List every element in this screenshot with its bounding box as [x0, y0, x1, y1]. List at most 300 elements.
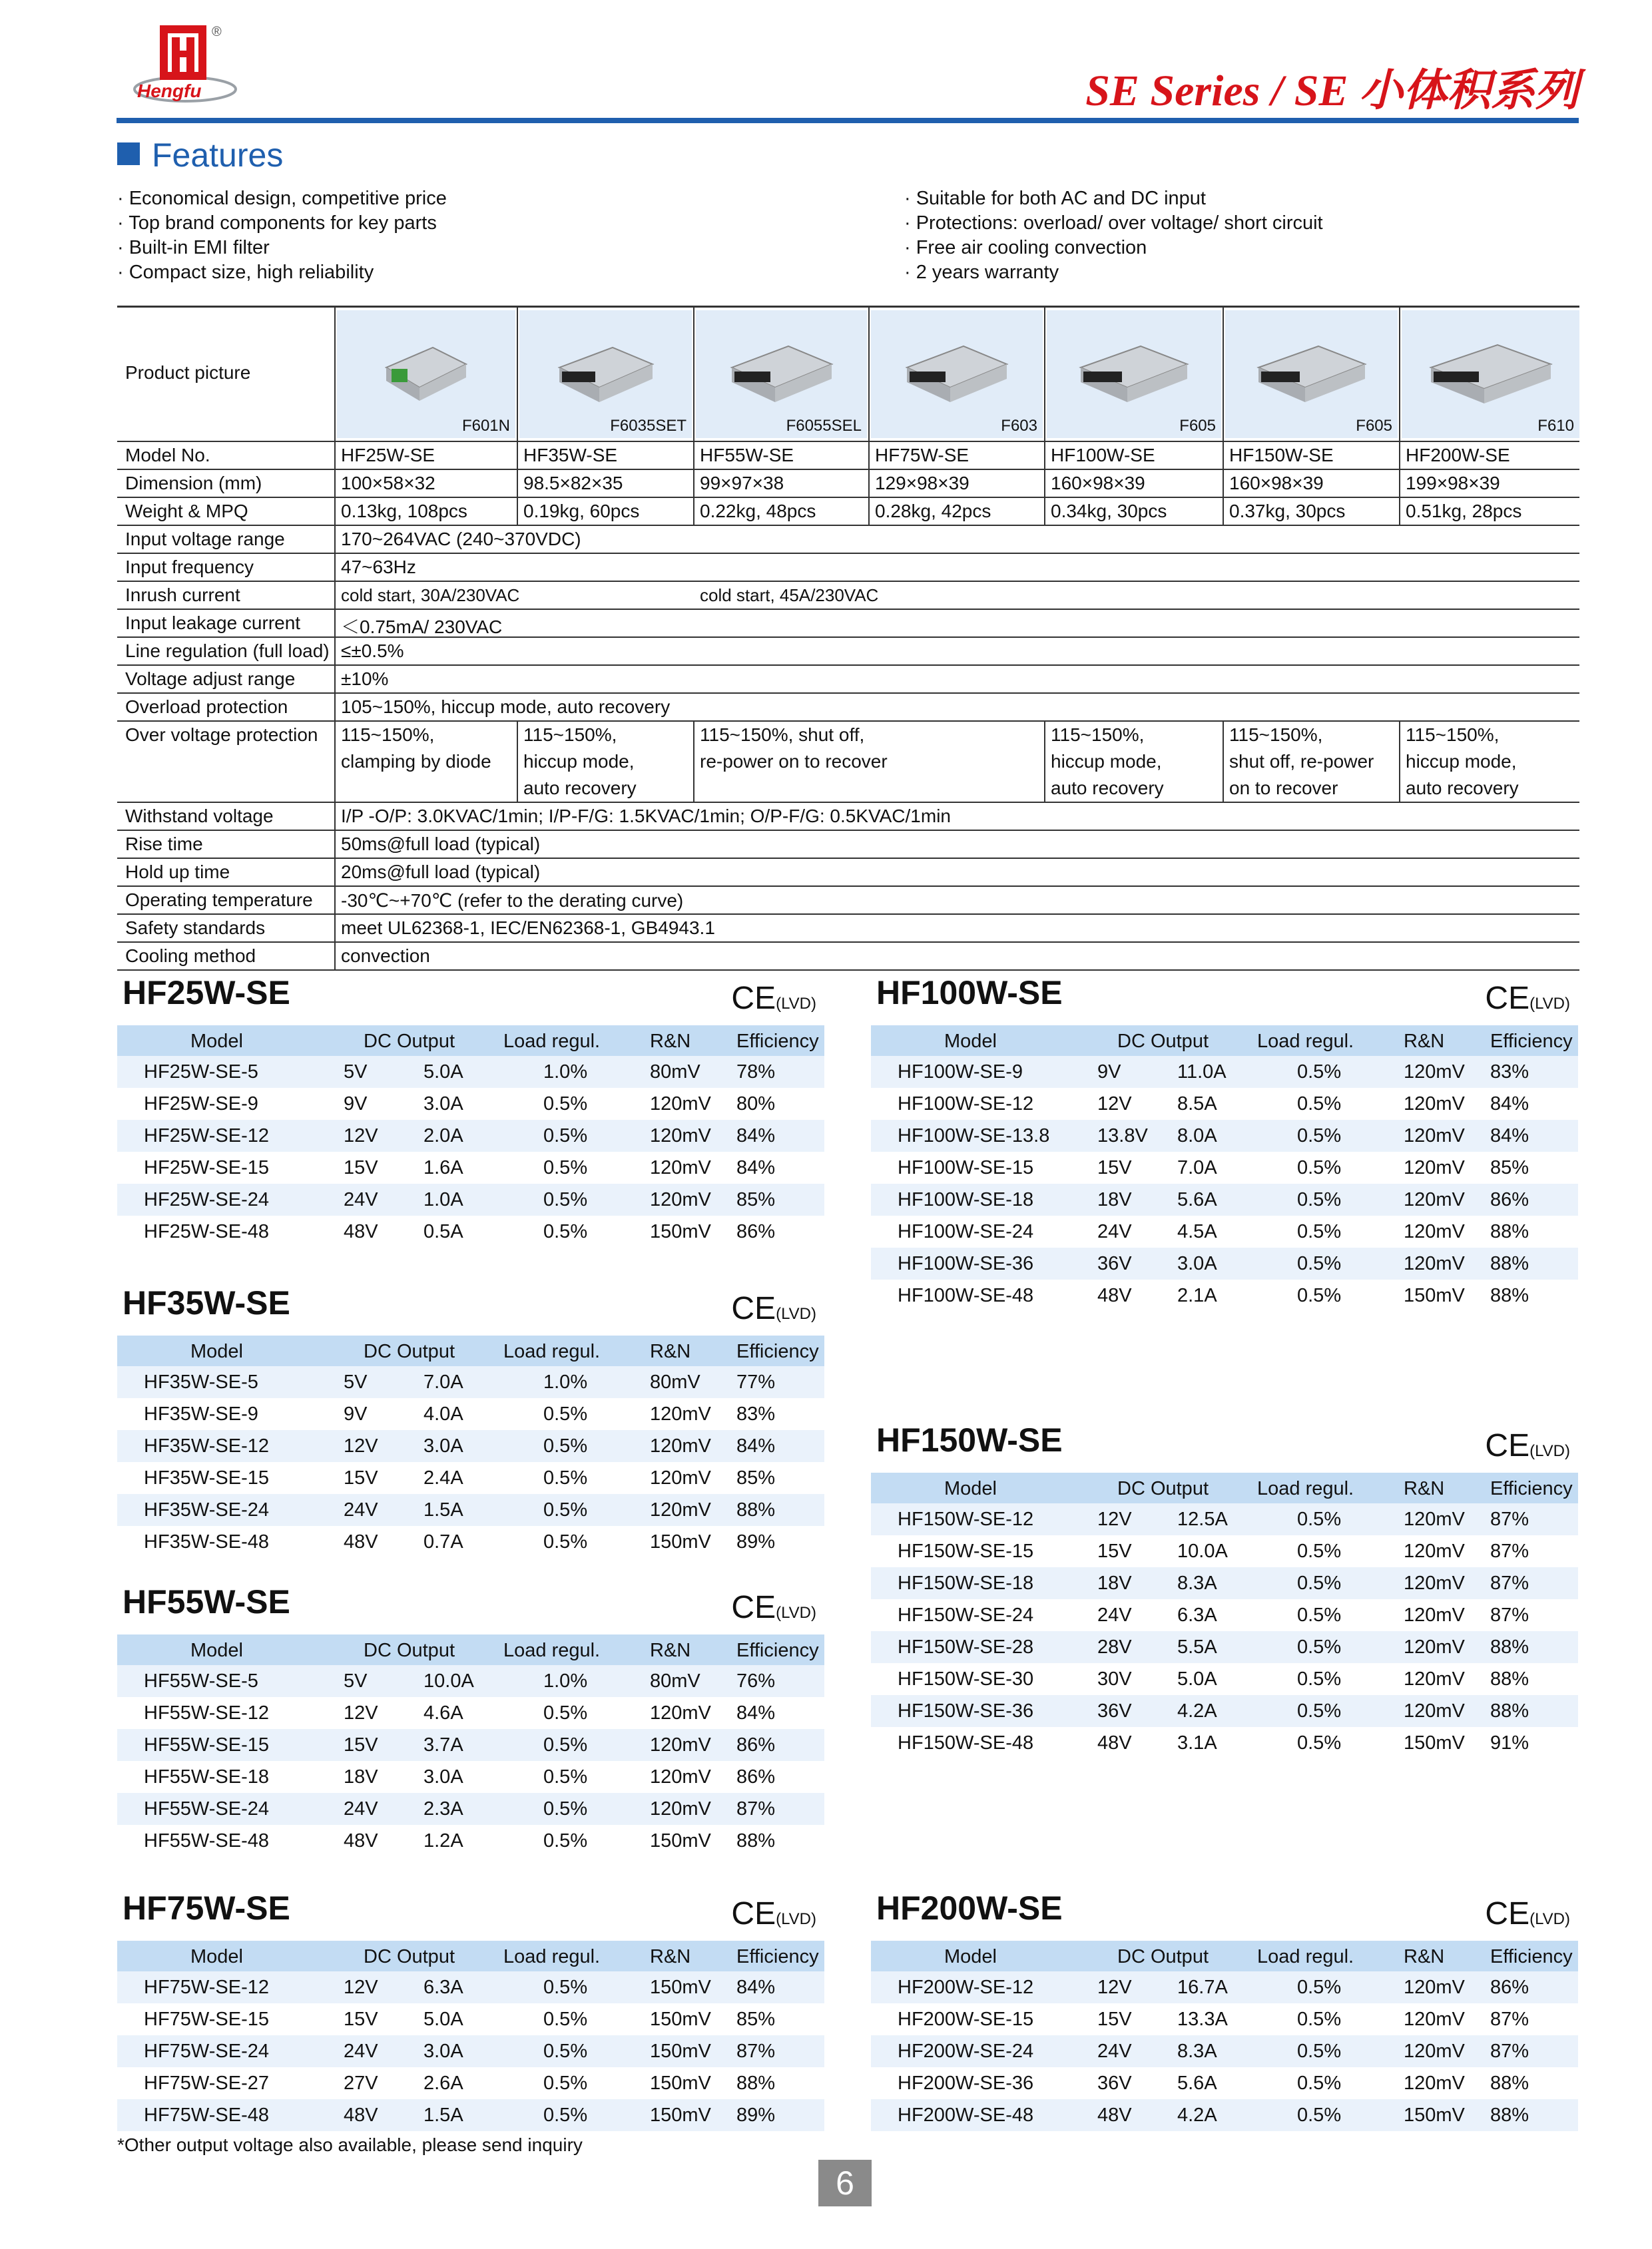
table-cell: 88%: [736, 1830, 776, 1852]
table-cell: 36V: [1097, 1700, 1132, 1722]
table-row: [117, 2067, 824, 2099]
table-cell: 120mV: [1404, 1509, 1465, 1530]
table-cell: 3.7A: [423, 1734, 463, 1756]
table-cell: HF100W-SE-48: [898, 1285, 1034, 1306]
table-cell: HF150W-SE-15: [898, 1541, 1034, 1562]
table-title: HF100W-SE: [876, 974, 1063, 1011]
hengfu-logo: [133, 20, 266, 107]
spec-cell: 160×98×39: [1229, 473, 1324, 493]
spec-label: Product picture: [125, 362, 251, 383]
table-row: [871, 2067, 1578, 2099]
product-photo: [696, 310, 867, 438]
table-cell: 88%: [1490, 1253, 1529, 1274]
page-number: 6: [818, 2160, 872, 2206]
table-cell: 0.5%: [1297, 1636, 1342, 1658]
table-cell: HF100W-SE-12: [898, 1093, 1034, 1115]
table-cell: 6.3A: [423, 1977, 463, 1998]
table-cell: 87%: [1490, 1541, 1529, 1562]
table-cell: 85%: [1490, 1157, 1529, 1178]
spec-cell: 115~150%,: [1229, 724, 1323, 745]
header-efficiency: Efficiency: [736, 1640, 819, 1661]
power-supply-image: [1424, 328, 1557, 411]
header-model: Model: [944, 1478, 997, 1499]
spec-label: Dimension (mm): [125, 473, 262, 493]
ce-mark-icon: [1485, 980, 1570, 1017]
spec-cell: auto recovery: [523, 778, 637, 798]
table-cell: 36V: [1097, 1253, 1132, 1274]
product-photo: [1047, 310, 1221, 438]
table-cell: HF150W-SE-18: [898, 1573, 1034, 1594]
header-load-regul: Load regul.: [503, 1946, 601, 1967]
table-cell: 0.5%: [543, 1093, 588, 1115]
table-cell: 15V: [344, 1157, 378, 1178]
header-efficiency: Efficiency: [736, 1341, 819, 1362]
table-cell: 0.5%: [543, 1221, 588, 1242]
table-cell: 120mV: [1404, 2073, 1465, 2094]
table-cell: 9V: [1097, 1061, 1121, 1083]
table-cell: 87%: [736, 2041, 776, 2062]
table-row: [117, 2099, 824, 2131]
table-cell: 9V: [344, 1093, 368, 1115]
table-cell: 12V: [1097, 1977, 1132, 1998]
spec-cell: HF200W-SE: [1406, 445, 1510, 465]
spec-cell: -30℃~+70℃ (refer to the derating curve): [341, 890, 684, 911]
table-cell: 0.5%: [543, 2105, 588, 2126]
table-cell: 86%: [1490, 1189, 1529, 1210]
table-cell: HF25W-SE-48: [144, 1221, 270, 1242]
spec-cell: HF55W-SE: [700, 445, 794, 465]
spec-cell: HF100W-SE: [1051, 445, 1155, 465]
table-row: [117, 1793, 824, 1825]
table-cell: 89%: [736, 1531, 776, 1553]
table-cell: 1.5A: [423, 2105, 463, 2126]
table-cell: 3.0A: [423, 2041, 463, 2062]
table-cell: HF55W-SE-24: [144, 1798, 270, 1820]
header-dc-output: DC Output: [364, 1946, 455, 1967]
table-cell: 80mV: [650, 1372, 700, 1393]
table-cell: 0.5%: [1297, 2073, 1342, 2094]
table-cell: 18V: [344, 1766, 378, 1788]
table-cell: 48V: [344, 1221, 378, 1242]
table-cell: HF100W-SE-13.8: [898, 1125, 1050, 1146]
footnote: *Other output voltage also available, please send inquiry: [117, 2134, 583, 2155]
table-cell: 88%: [1490, 1636, 1529, 1658]
spec-cell: auto recovery: [1051, 778, 1164, 798]
spec-cell: ≤±0.5%: [341, 640, 404, 661]
table-title: HF55W-SE: [123, 1583, 290, 1621]
table-cell: 2.1A: [1177, 1285, 1217, 1306]
spec-cell: shut off, re-power: [1229, 751, 1374, 772]
table-cell: HF150W-SE-30: [898, 1668, 1034, 1690]
table-cell: HF75W-SE-24: [144, 2041, 270, 2062]
table-cell: 24V: [1097, 2041, 1132, 2062]
table-cell: HF55W-SE-18: [144, 1766, 270, 1788]
table-cell: 5V: [344, 1670, 368, 1692]
table-cell: 10.0A: [1177, 1541, 1228, 1562]
table-cell: 120mV: [650, 1189, 711, 1210]
table-row: [871, 2099, 1578, 2131]
table-cell: 1.0%: [543, 1670, 588, 1692]
spec-row-leakage: [117, 609, 1579, 636]
spec-cell: HF25W-SE: [341, 445, 435, 465]
ce-mark: CE: [731, 1896, 776, 1931]
table-cell: 120mV: [650, 1093, 711, 1115]
table-cell: 80%: [736, 1093, 776, 1115]
ce-mark: CE: [1485, 1428, 1530, 1463]
table-row: [117, 2035, 824, 2067]
table-cell: 30V: [1097, 1668, 1132, 1690]
table-cell: 13.8V: [1097, 1125, 1148, 1146]
table-cell: 3.1A: [1177, 1732, 1217, 1754]
table-cell: 0.5%: [543, 1734, 588, 1756]
table-cell: 87%: [1490, 2009, 1529, 2030]
spec-cell: 115~150%,: [1051, 724, 1145, 745]
table-row: [871, 2035, 1578, 2067]
table-cell: 0.5%: [1297, 1221, 1342, 1242]
table-row: [871, 1216, 1578, 1248]
spec-cell: 160×98×39: [1051, 473, 1145, 493]
table-cell: 120mV: [1404, 1573, 1465, 1594]
ce-mark-icon: [731, 1589, 816, 1626]
table-cell: 87%: [736, 1798, 776, 1820]
table-cell: 0.5%: [543, 1467, 588, 1489]
table-cell: 5.0A: [423, 1061, 463, 1083]
table-cell: 0.5%: [1297, 1157, 1342, 1178]
table-cell: HF75W-SE-12: [144, 1977, 270, 1998]
table-header: [117, 1025, 824, 1056]
spec-row-hold-up: [117, 858, 1579, 885]
table-cell: 0.7A: [423, 1531, 463, 1553]
header-rn: R&N: [650, 1640, 691, 1661]
spec-row-temperature: [117, 885, 1579, 913]
spec-cell: 0.13kg, 108pcs: [341, 501, 467, 521]
table-cell: 27V: [344, 2073, 378, 2094]
spec-cell: 99×97×38: [700, 473, 784, 493]
ce-note: (LVD): [776, 1910, 816, 1928]
product-code: F610: [1537, 417, 1574, 435]
table-cell: 84%: [736, 1157, 776, 1178]
table-cell: 18V: [1097, 1573, 1132, 1594]
header-rn: R&N: [650, 1031, 691, 1052]
table-cell: 150mV: [650, 1221, 711, 1242]
table-row: [871, 1695, 1578, 1727]
header-dc-output: DC Output: [364, 1031, 455, 1052]
table-row: [117, 1152, 824, 1184]
spec-cell: 0.34kg, 30pcs: [1051, 501, 1167, 521]
ce-mark: CE: [731, 1291, 776, 1326]
table-cell: HF200W-SE-36: [898, 2073, 1034, 2094]
table-cell: 0.5%: [543, 1189, 588, 1210]
table-cell: 0.5%: [543, 1798, 588, 1820]
ce-mark-icon: [731, 980, 816, 1017]
spec-label: Overload protection: [125, 696, 288, 717]
table-cell: 84%: [736, 1977, 776, 1998]
table-cell: 88%: [1490, 1668, 1529, 1690]
table-cell: 84%: [1490, 1125, 1529, 1146]
spec-cell: 0.22kg, 48pcs: [700, 501, 816, 521]
product-code: F605: [1356, 417, 1392, 435]
table-cell: 3.0A: [423, 1093, 463, 1115]
table-cell: 12V: [344, 1125, 378, 1146]
table-cell: 88%: [1490, 1285, 1529, 1306]
table-row: [871, 1971, 1578, 2003]
table-cell: 120mV: [650, 1403, 711, 1425]
table-title: HF75W-SE: [123, 1889, 290, 1927]
table-cell: HF150W-SE-28: [898, 1636, 1034, 1658]
table-cell: 0.5%: [543, 2041, 588, 2062]
power-supply-image: [725, 328, 838, 411]
table-cell: 0.5%: [1297, 1125, 1342, 1146]
table-cell: 7.0A: [423, 1372, 463, 1393]
header-rn: R&N: [650, 1946, 691, 1967]
table-cell: 0.5%: [543, 1125, 588, 1146]
spec-label: Line regulation (full load): [125, 640, 330, 661]
table-cell: 120mV: [1404, 1700, 1465, 1722]
table-cell: HF35W-SE-48: [144, 1531, 270, 1553]
spec-cell: hiccup mode,: [1051, 751, 1162, 772]
spec-label: Over voltage protection: [125, 724, 318, 745]
spec-cell: 170~264VAC (240~370VDC): [341, 529, 581, 549]
table-cell: 8.3A: [1177, 1573, 1217, 1594]
spec-label: Input voltage range: [125, 529, 285, 549]
table-cell: 24V: [344, 1189, 378, 1210]
ce-mark-icon: [731, 1895, 816, 1932]
table-cell: 150mV: [1404, 1732, 1465, 1754]
table-cell: HF35W-SE-15: [144, 1467, 270, 1489]
spec-cell: HF75W-SE: [875, 445, 969, 465]
spec-cell: 98.5×82×35: [523, 473, 623, 493]
header-divider: [117, 118, 1579, 123]
spec-cell: ＜0.75mA/ 230VAC: [341, 617, 503, 637]
table-cell: 0.5%: [1297, 1668, 1342, 1690]
table-cell: 4.0A: [423, 1403, 463, 1425]
header-efficiency: Efficiency: [1490, 1031, 1573, 1052]
product-code: F601N: [461, 417, 510, 435]
table-cell: 12V: [344, 1702, 378, 1724]
ce-mark-icon: [1485, 1427, 1570, 1464]
table-cell: 1.2A: [423, 1830, 463, 1852]
table-row: [117, 1729, 824, 1761]
table-cell: 150mV: [1404, 1285, 1465, 1306]
table-cell: 48V: [344, 1830, 378, 1852]
table-cell: 1.0A: [423, 1189, 463, 1210]
table-cell: 0.5%: [1297, 1189, 1342, 1210]
spec-row-picture: [117, 306, 1579, 441]
table-cell: HF100W-SE-9: [898, 1061, 1023, 1083]
table-cell: HF25W-SE-5: [144, 1061, 258, 1083]
spec-row-model: [117, 441, 1579, 469]
table-cell: 0.5%: [543, 1157, 588, 1178]
spec-label: Withstand voltage: [125, 806, 274, 826]
table-cell: HF25W-SE-24: [144, 1189, 270, 1210]
table-cell: 3.0A: [423, 1766, 463, 1788]
table-cell: 120mV: [650, 1125, 711, 1146]
table-cell: HF150W-SE-36: [898, 1700, 1034, 1722]
header-rn: R&N: [650, 1341, 691, 1362]
table-cell: 4.6A: [423, 1702, 463, 1724]
product-photo: [871, 310, 1043, 438]
header-load-regul: Load regul.: [1257, 1946, 1354, 1967]
header-dc-output: DC Output: [1117, 1946, 1209, 1967]
product-photo: [1402, 310, 1579, 438]
specification-table: [117, 306, 1579, 971]
table-cell: 86%: [736, 1221, 776, 1242]
table-cell: 15V: [1097, 1541, 1132, 1562]
table-cell: 120mV: [1404, 1157, 1465, 1178]
spec-row-cooling: [117, 941, 1579, 971]
spec-row-dimension: [117, 469, 1579, 497]
table-cell: 5V: [344, 1372, 368, 1393]
table-cell: 36V: [1097, 2073, 1132, 2094]
table-cell: HF200W-SE-24: [898, 2041, 1034, 2062]
header-load-regul: Load regul.: [503, 1640, 601, 1661]
table-cell: 85%: [736, 1189, 776, 1210]
table-header: [871, 1941, 1578, 1971]
table-cell: 13.3A: [1177, 2009, 1228, 2030]
table-row: [871, 1663, 1578, 1695]
table-cell: 80mV: [650, 1670, 700, 1692]
spec-row-rise-time: [117, 830, 1579, 858]
table-cell: 0.5%: [1297, 1253, 1342, 1274]
table-row: [871, 1184, 1578, 1216]
table-cell: 2.4A: [423, 1467, 463, 1489]
spec-cell: re-power on to recover: [700, 751, 888, 772]
table-row: [871, 1503, 1578, 1535]
product-photo: [519, 310, 692, 438]
power-supply-image: [1074, 328, 1194, 411]
spec-label: Safety standards: [125, 917, 266, 938]
table-cell: 76%: [736, 1670, 776, 1692]
spec-row-inrush: [117, 581, 1579, 609]
spec-label: Input leakage current: [125, 613, 301, 633]
table-cell: 77%: [736, 1372, 776, 1393]
table-row: [117, 1056, 824, 1088]
table-cell: 24V: [1097, 1221, 1132, 1242]
spec-label: Voltage adjust range: [125, 668, 296, 689]
feature-item: · Free air cooling convection: [904, 237, 1147, 258]
table-cell: 16.7A: [1177, 1977, 1228, 1998]
table-cell: 88%: [1490, 2073, 1529, 2094]
table-cell: HF150W-SE-24: [898, 1605, 1034, 1626]
table-cell: 120mV: [1404, 1541, 1465, 1562]
power-supply-image: [380, 328, 473, 411]
table-row: [117, 1761, 824, 1793]
table-cell: 4.2A: [1177, 1700, 1217, 1722]
spec-row-withstand: [117, 802, 1579, 830]
table-cell: 120mV: [1404, 1977, 1465, 1998]
table-cell: 3.0A: [423, 1435, 463, 1457]
table-cell: 80mV: [650, 1061, 700, 1083]
table-header: [117, 1336, 824, 1366]
table-cell: 0.5%: [543, 2009, 588, 2030]
spec-label: Input frequency: [125, 557, 254, 577]
table-cell: 0.5%: [543, 1830, 588, 1852]
table-cell: 83%: [1490, 1061, 1529, 1083]
table-cell: 120mV: [650, 1157, 711, 1178]
spec-row-overload: [117, 692, 1579, 720]
table-cell: HF75W-SE-48: [144, 2105, 270, 2126]
table-cell: HF35W-SE-9: [144, 1403, 258, 1425]
product-code: F605: [1179, 417, 1216, 435]
table-cell: HF55W-SE-12: [144, 1702, 270, 1724]
feature-item: · Built-in EMI filter: [117, 237, 270, 258]
header-model: Model: [944, 1031, 997, 1052]
ce-mark: CE: [1485, 1896, 1530, 1931]
spec-cell: 199×98×39: [1406, 473, 1500, 493]
table-row: [871, 1120, 1578, 1152]
spec-cell: meet UL62368-1, IEC/EN62368-1, GB4943.1: [341, 917, 715, 938]
table-row: [117, 1825, 824, 1857]
spec-cell: 0.28kg, 42pcs: [875, 501, 991, 521]
table-cell: 120mV: [1404, 1061, 1465, 1083]
table-cell: 48V: [344, 2105, 378, 2126]
table-cell: 1.6A: [423, 1157, 463, 1178]
table-cell: 150mV: [1404, 2105, 1465, 2126]
table-cell: 7.0A: [1177, 1157, 1217, 1178]
table-cell: 12V: [344, 1435, 378, 1457]
spec-row-over-voltage: [117, 720, 1579, 802]
header-efficiency: Efficiency: [1490, 1478, 1573, 1499]
spec-cell: 100×58×32: [341, 473, 435, 493]
power-supply-image: [1252, 328, 1372, 411]
spec-row-weight: [117, 497, 1579, 525]
ce-mark: CE: [1485, 981, 1530, 1016]
table-cell: 88%: [1490, 2105, 1529, 2126]
header-rn: R&N: [1404, 1031, 1445, 1052]
table-cell: 15V: [1097, 1157, 1132, 1178]
table-row: [117, 1398, 824, 1430]
table-cell: 150mV: [650, 2009, 711, 2030]
header-efficiency: Efficiency: [736, 1946, 819, 1967]
spec-cell: 115~150%,: [1406, 724, 1500, 745]
header-efficiency: Efficiency: [736, 1031, 819, 1052]
table-row: [117, 1665, 824, 1697]
table-cell: 12V: [1097, 1509, 1132, 1530]
table-cell: 0.5%: [543, 1499, 588, 1521]
ce-note: (LVD): [776, 1604, 816, 1622]
table-cell: 120mV: [1404, 1125, 1465, 1146]
spec-cell: 20ms@full load (typical): [341, 862, 541, 882]
table-cell: 0.5%: [1297, 1573, 1342, 1594]
table-cell: 10.0A: [423, 1670, 474, 1692]
product-code: F6035SET: [610, 417, 687, 435]
table-cell: 86%: [736, 1766, 776, 1788]
table-header: [871, 1025, 1578, 1056]
spec-cell: 47~63Hz: [341, 557, 416, 577]
table-cell: 48V: [1097, 1285, 1132, 1306]
table-cell: 84%: [1490, 1093, 1529, 1115]
table-row: [117, 1462, 824, 1494]
spec-cell: 115~150%,: [341, 724, 435, 745]
table-cell: 0.5%: [543, 1977, 588, 1998]
product-photo: [1225, 310, 1398, 438]
header-model: Model: [190, 1341, 243, 1362]
table-cell: 150mV: [650, 2105, 711, 2126]
table-cell: 0.5%: [1297, 1285, 1342, 1306]
registered-mark: ®: [212, 25, 222, 39]
spec-cell: 115~150%, shut off,: [700, 724, 865, 745]
table-cell: 0.5%: [1297, 1093, 1342, 1115]
table-cell: 11.0A: [1177, 1061, 1227, 1083]
table-cell: HF100W-SE-18: [898, 1189, 1034, 1210]
table-cell: 0.5%: [1297, 2041, 1342, 2062]
header-load-regul: Load regul.: [503, 1341, 601, 1362]
table-cell: HF100W-SE-15: [898, 1157, 1034, 1178]
table-cell: 3.0A: [1177, 1253, 1217, 1274]
table-cell: 18V: [1097, 1189, 1132, 1210]
table-cell: 87%: [1490, 1573, 1529, 1594]
table-title: HF25W-SE: [123, 974, 290, 1011]
